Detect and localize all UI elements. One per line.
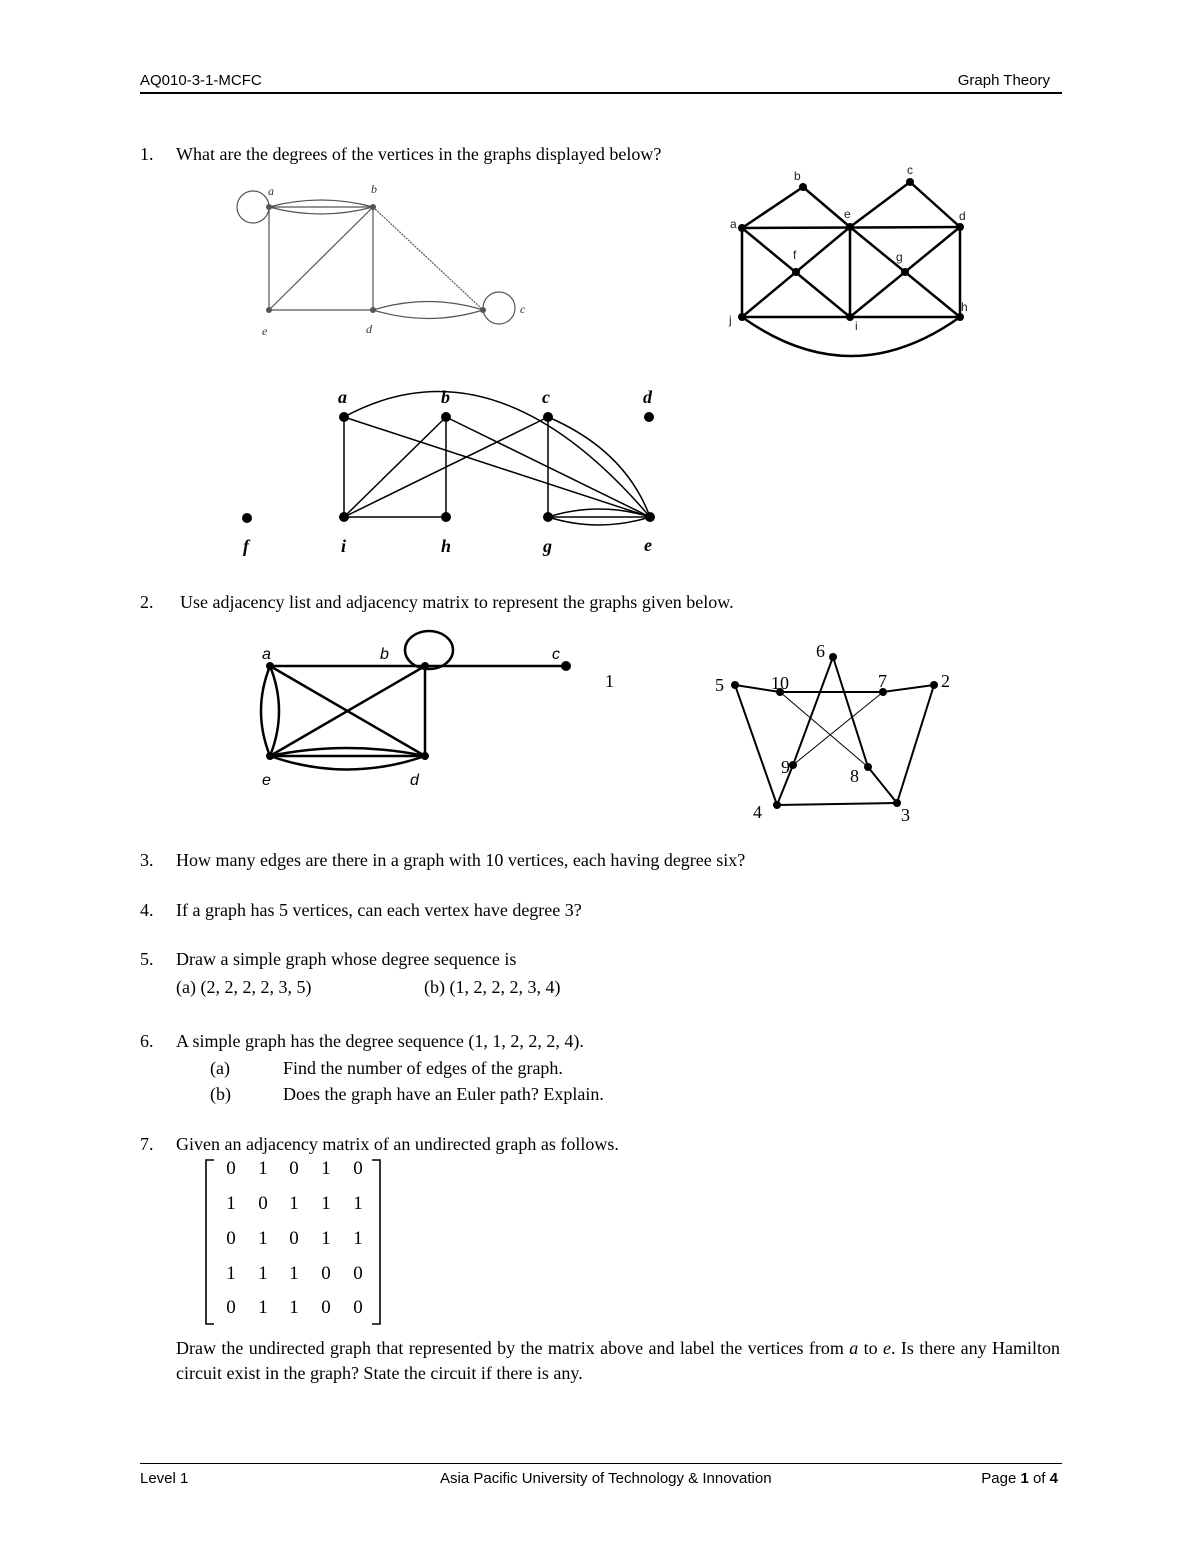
q1-number: 1. xyxy=(140,144,154,164)
q5-part-b: (b) (1, 2, 2, 2, 3, 4) xyxy=(424,977,561,997)
g5-label-8: 8 xyxy=(850,766,859,786)
matrix-cell: 1 xyxy=(289,1297,299,1318)
q7-number: 7. xyxy=(140,1134,154,1154)
q3-number: 3. xyxy=(140,850,154,870)
g5-label-1: 1 xyxy=(605,671,614,691)
g4-label-c: c xyxy=(552,646,560,663)
matrix-cell: 0 xyxy=(226,1158,236,1179)
matrix-cell: 0 xyxy=(353,1263,363,1284)
q7-text: Given an adjacency matrix of an undirected graph as follows. xyxy=(176,1134,619,1154)
matrix-cell: 1 xyxy=(226,1193,236,1214)
matrix-cell: 1 xyxy=(289,1263,299,1284)
q7-instructions-part2: . Is there any Hamilton circuit exist in the graph? State the circuit if there is any. xyxy=(176,1338,1060,1383)
q6-part-a-text: Find the number of edges of the graph. xyxy=(283,1058,563,1078)
matrix-cell: 1 xyxy=(226,1263,236,1284)
g2-label-f: f xyxy=(793,248,797,262)
matrix-cell: 1 xyxy=(258,1158,268,1179)
footer-page-prefix: Page xyxy=(981,1470,1021,1487)
footer-institution: Asia Pacific University of Technology & Innovation xyxy=(440,1470,772,1487)
matrix-cell: 1 xyxy=(289,1193,299,1214)
q6-part-b-label: (b) xyxy=(210,1084,231,1104)
matrix-cell: 0 xyxy=(321,1263,331,1284)
matrix-cell: 0 xyxy=(289,1228,299,1249)
footer-page-current: 1 xyxy=(1020,1470,1029,1487)
graph-4 xyxy=(250,628,580,793)
g2-label-g: g xyxy=(896,250,903,264)
q5-number: 5. xyxy=(140,949,154,969)
q6-part-b-text: Does the graph have an Euler path? Explain. xyxy=(283,1084,604,1104)
q6-text: A simple graph has the degree sequence (1, 1, 2, 2, 2, 4). xyxy=(176,1031,584,1051)
footer-level: Level 1 xyxy=(140,1470,189,1487)
matrix-cell: 0 xyxy=(321,1297,331,1318)
g2-label-d: d xyxy=(959,209,966,223)
matrix-cell: 1 xyxy=(321,1228,331,1249)
g3-label-b: b xyxy=(441,387,450,407)
g5-label-9: 9 xyxy=(781,757,790,777)
matrix-cell: 1 xyxy=(321,1193,331,1214)
q5-text: Draw a simple graph whose degree sequence is xyxy=(176,949,517,969)
g5-label-10: 10 xyxy=(771,673,789,693)
g5-label-2-slot: 2 xyxy=(941,671,950,691)
g4-label-b: b xyxy=(380,646,389,663)
g1-label-e: e xyxy=(262,324,268,338)
g3-label-a: a xyxy=(338,387,347,407)
g5-label-3: 3 xyxy=(901,805,910,825)
subject-title: Graph Theory xyxy=(957,72,1050,89)
g4-label-e: e xyxy=(262,772,271,789)
g4-label-d: d xyxy=(410,772,419,789)
matrix-cell: 1 xyxy=(321,1158,331,1179)
graph-3 xyxy=(225,365,670,565)
graph-2 xyxy=(715,160,980,370)
g1-label-a: a xyxy=(268,184,274,198)
footer-page xyxy=(981,1470,1058,1487)
g2-label-j: j xyxy=(729,313,732,327)
g3-label-f: f xyxy=(243,536,249,556)
matrix-cell: 0 xyxy=(258,1193,268,1214)
header-rule xyxy=(140,92,1062,94)
g2-label-b: b xyxy=(794,169,801,183)
g2-label-i: i xyxy=(855,319,858,333)
graph-1 xyxy=(225,175,545,345)
g3-label-c: c xyxy=(542,387,550,407)
matrix-cell: 0 xyxy=(353,1158,363,1179)
matrix-cell: 1 xyxy=(258,1297,268,1318)
q7-var-e: e xyxy=(883,1338,892,1358)
matrix-cell: 0 xyxy=(226,1297,236,1318)
g1-label-c: c xyxy=(520,302,526,316)
matrix-cell: 1 xyxy=(353,1228,363,1249)
graph-5 xyxy=(605,635,970,830)
course-code: AQ010-3-1-MCFC xyxy=(140,72,262,89)
q5-part-a: (a) (2, 2, 2, 2, 3, 5) xyxy=(176,977,312,997)
matrix-cell: 1 xyxy=(258,1263,268,1284)
q7-instructions-part1: Draw the undirected graph that represented by the matrix above and label the vertices from xyxy=(176,1338,850,1358)
q7-instructions-to: to xyxy=(858,1338,884,1358)
footer-page-of: of xyxy=(1028,1470,1050,1487)
adjacency-matrix xyxy=(200,1156,390,1328)
q1-text: What are the degrees of the vertices in the graphs displayed below? xyxy=(176,144,662,164)
g2-label-a: a xyxy=(730,217,737,231)
g5-label-5: 5 xyxy=(715,675,724,695)
q2-number: 2. xyxy=(140,592,154,612)
q4-number: 4. xyxy=(140,900,154,920)
matrix-cell: 0 xyxy=(226,1228,236,1249)
q3-text: How many edges are there in a graph with 10 vertices, each having degree six? xyxy=(176,850,746,870)
g3-label-g: g xyxy=(543,536,552,556)
g4-label-a: a xyxy=(262,646,271,663)
g3-label-d: d xyxy=(643,387,652,407)
q7-var-a: a xyxy=(849,1338,859,1358)
matrix-cell: 1 xyxy=(353,1193,363,1214)
matrix-cell: 1 xyxy=(258,1228,268,1249)
q7-instructions xyxy=(176,1336,1060,1386)
g5-label-4: 4 xyxy=(753,802,762,822)
g3-label-h: h xyxy=(441,536,452,556)
g3-label-i: i xyxy=(341,536,347,556)
q4-text: If a graph has 5 vertices, can each vertex have degree 3? xyxy=(176,900,582,920)
g5-label-7: 7 xyxy=(878,671,887,691)
g5-label-6: 6 xyxy=(816,641,825,661)
matrix-cell: 0 xyxy=(353,1297,363,1318)
g1-label-b: b xyxy=(371,182,377,196)
g2-label-e: e xyxy=(844,207,851,221)
g2-label-c: c xyxy=(907,163,913,177)
q6-number: 6. xyxy=(140,1031,154,1051)
q6-part-a-label: (a) xyxy=(210,1058,230,1078)
matrix-cell: 0 xyxy=(289,1158,299,1179)
footer-rule xyxy=(140,1463,1062,1464)
footer-page-total: 4 xyxy=(1049,1470,1058,1487)
g2-label-h: h xyxy=(961,300,968,314)
g1-label-d: d xyxy=(366,322,372,336)
q2-text: Use adjacency list and adjacency matrix to represent the graphs given below. xyxy=(180,592,734,612)
g3-label-e: e xyxy=(644,535,652,555)
